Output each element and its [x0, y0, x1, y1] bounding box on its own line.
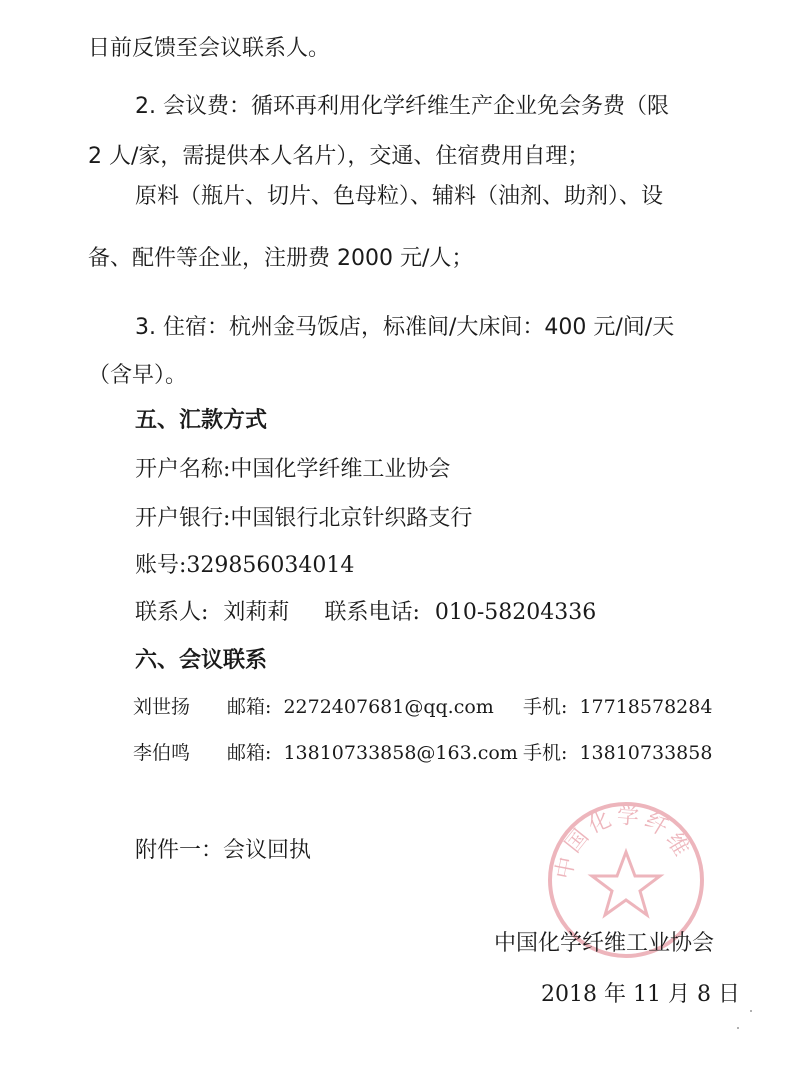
contact-row-email	[227, 744, 518, 763]
contact-row-name: 刘世扬	[133, 696, 191, 718]
materials-line: 原料（瓶片、切片、色母粒）、辅料（油剂、助剂）、设	[135, 184, 664, 209]
paragraph-line: 日前反馈至会议联系人。	[88, 36, 331, 61]
svg-text:中国化学纤维	[552, 804, 696, 881]
meeting-fee-line: 2. 会议费：循环再利用化学纤维生产企业免会务费（限	[135, 94, 669, 119]
contact-row-mobile	[523, 698, 712, 717]
scan-speck	[737, 1027, 739, 1029]
email-value: 13810733858@163.com	[283, 742, 518, 764]
scan-speck	[750, 1010, 752, 1012]
bank-name: 开户银行:中国银行北京针织路支行	[135, 506, 473, 531]
contact-label: 联系人:	[135, 600, 209, 625]
meeting-fee-line-cont: 2 人/家，需提供本人名片），交通、住宿费用自理；	[88, 144, 590, 169]
email-label: 邮箱:	[227, 696, 272, 718]
attachment-note: 附件一：会议回执	[135, 838, 312, 863]
materials-line-cont: 备、配件等企业，注册费 2000 元/人；	[88, 246, 474, 271]
mobile-value: 17718578284	[579, 696, 713, 718]
mobile-label: 手机:	[523, 696, 568, 718]
account-name: 开户名称:中国化学纤维工业协会	[135, 457, 451, 482]
contact-row-name: 李伯鸣	[133, 742, 191, 764]
contact-name: 刘莉莉	[223, 600, 290, 625]
signing-date: 2018 年 11 月 8 日	[541, 982, 740, 1007]
accommodation-line-cont: （含早）。	[88, 363, 188, 388]
phone-label: 联系电话:	[324, 600, 420, 625]
accommodation-line: 3. 住宿：杭州金马饭店，标准间/大床间：400 元/间/天	[135, 315, 675, 340]
contact-row-mobile	[523, 744, 712, 763]
seal-text: 中国化学纤维	[551, 803, 696, 882]
payment-contact	[135, 602, 596, 624]
account-number: 账号:329856034014	[135, 553, 355, 578]
section-heading-payment: 五、汇款方式	[135, 408, 268, 433]
mobile-label: 手机:	[523, 742, 568, 764]
contact-row-email	[227, 698, 494, 717]
section-heading-contacts: 六、会议联系	[135, 648, 268, 673]
phone-number: 010-58204336	[434, 600, 597, 625]
mobile-value: 13810733858	[579, 742, 713, 764]
email-label: 邮箱:	[227, 742, 272, 764]
email-value: 2272407681@qq.com	[283, 696, 494, 718]
signing-organization: 中国化学纤维工业协会	[494, 931, 715, 956]
